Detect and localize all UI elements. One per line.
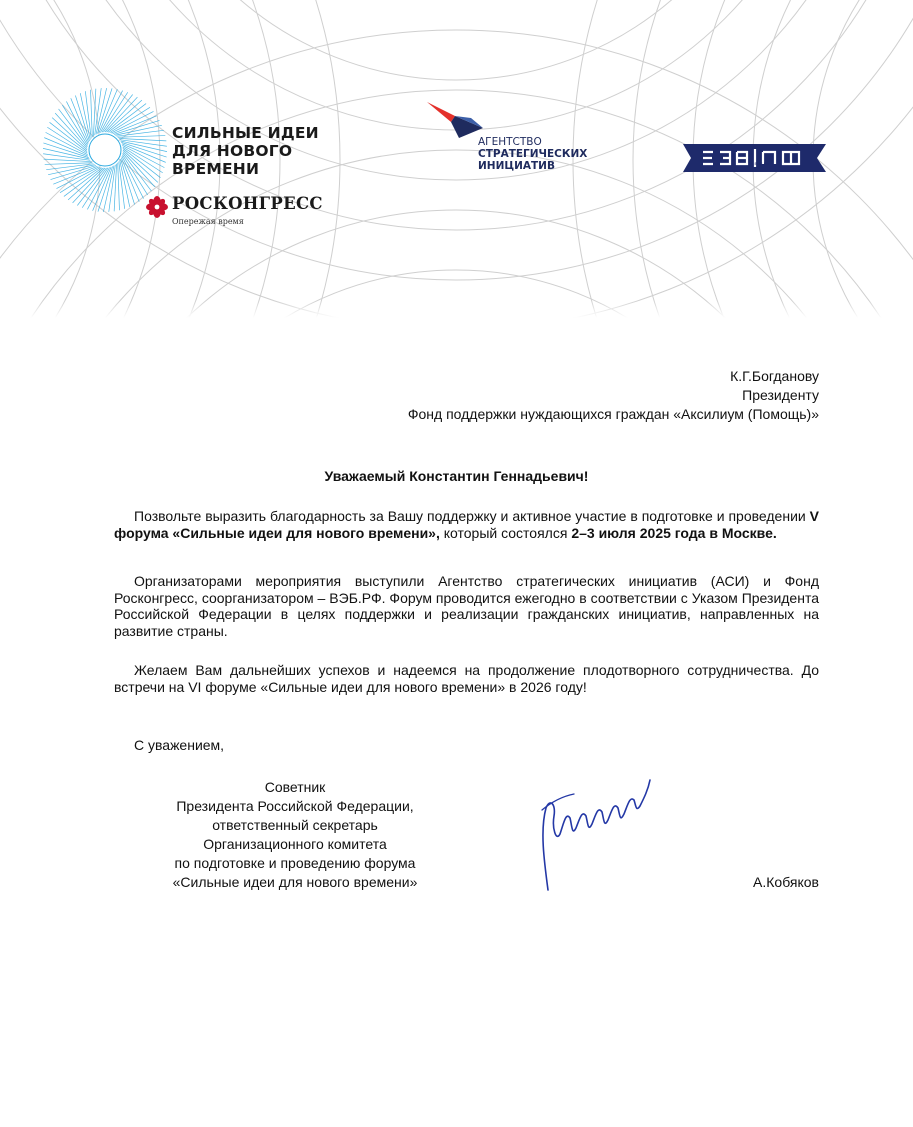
sunburst-ray bbox=[118, 163, 120, 211]
sunburst-ray bbox=[77, 168, 106, 206]
signer-title-line: Советник bbox=[264, 779, 326, 795]
addressee-block bbox=[408, 367, 819, 424]
asi-logo-text bbox=[478, 136, 587, 172]
signer-title-line: по подготовке и проведению форума bbox=[174, 855, 416, 871]
closing: С уважением, bbox=[134, 737, 225, 753]
salutation: Уважаемый Константин Геннадьевич! bbox=[324, 468, 589, 484]
forum-logo-title bbox=[172, 124, 319, 178]
sunburst-ray bbox=[118, 136, 166, 138]
signer-title-line: «Сильные идеи для нового времени» bbox=[172, 874, 418, 890]
p1-text-a: Позвольте выразить благодарность за Вашу поддержку и активное участие в подготовке и проведении bbox=[134, 508, 810, 524]
sunburst-ray bbox=[45, 163, 93, 165]
forum-title-line: ВРЕМЕНИ bbox=[172, 160, 260, 178]
paragraph-organizers: Организаторами мероприятия выступили Агентство стратегических инициатив (АСИ) и Фонд Росконгресс, соорганизатором – ВЭБ.РФ. Форум проводится ежегодно в соответствии с Указом Президента Российской Федерации в целях поддержки и реализации гражданских инициатив, направленных на развитие страны. bbox=[114, 573, 819, 639]
paragraph-wishes: Желаем Вам дальнейших успехов и надеемся на продолжение плодотворного сотрудничества. До встречи на VI форуме «Сильные идеи для нового времени» в 2026 году! bbox=[114, 662, 819, 695]
sunburst-center bbox=[89, 134, 121, 166]
signer-title-line: Президента Российской Федерации, bbox=[176, 798, 414, 814]
forum-title-line: ДЛЯ НОВОГО bbox=[172, 142, 293, 160]
sunburst-ray bbox=[123, 148, 161, 177]
signer-title-line: Организационного комитета bbox=[203, 836, 387, 852]
asi-arrow-logo-icon bbox=[425, 98, 485, 140]
asi-line: АГЕНТСТВО bbox=[478, 136, 542, 148]
roscongress-tagline: Опережая время bbox=[172, 217, 244, 226]
signer-name: А.Кобяков bbox=[753, 874, 819, 890]
letterhead bbox=[0, 0, 913, 318]
roscongress-flower-icon bbox=[145, 195, 169, 219]
roscongress-name: РОСКОНГРЕСС bbox=[172, 194, 323, 213]
paragraph-thanks bbox=[114, 508, 819, 541]
sunburst-ray bbox=[91, 90, 93, 138]
veb-rf-logo-wordmark bbox=[683, 141, 826, 175]
addressee-organization: Фонд поддержки нуждающихся граждан «Аксилиум (Помощь)» bbox=[407, 406, 819, 422]
sunburst-ray bbox=[103, 95, 132, 133]
veb-logo-text-hidden: ВЭБ.РФ bbox=[754, 161, 770, 166]
signer-title-block bbox=[110, 778, 480, 892]
asi-line: СТРАТЕГИЧЕСКИХ bbox=[478, 148, 588, 160]
p1-date-place: 2–3 июля 2025 года в Москве. bbox=[571, 524, 777, 541]
p1-text-b: который состоялся bbox=[439, 524, 572, 541]
asi-line: ИНИЦИАТИВ bbox=[478, 160, 555, 172]
forum-title-line: СИЛЬНЫЕ ИДЕИ bbox=[172, 124, 319, 142]
addressee-position: Президенту bbox=[742, 387, 819, 403]
signer-title-line: ответственный секретарь bbox=[212, 817, 378, 833]
p1-forum-name: V форума «Сильные идеи для нового времени», bbox=[114, 508, 819, 541]
handwritten-signature bbox=[530, 770, 670, 900]
sunburst-ray bbox=[50, 122, 88, 151]
addressee-name: К.Г.Богданову bbox=[730, 368, 819, 384]
